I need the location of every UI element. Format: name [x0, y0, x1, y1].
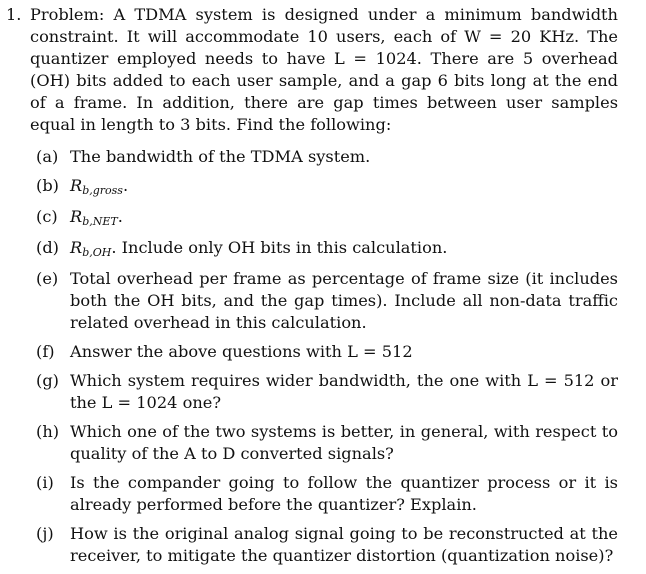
part-i	[36, 472, 618, 516]
part-j	[36, 523, 618, 567]
part-d	[36, 237, 618, 261]
part-h	[36, 421, 618, 465]
part-suffix: .	[117, 207, 123, 226]
rate-symbol: R	[70, 176, 83, 195]
part-label: (h)	[36, 422, 60, 441]
part-a	[36, 146, 618, 168]
rate-symbol: R	[70, 207, 83, 226]
part-label: (i)	[36, 473, 54, 492]
part-text: Is the compander going to follow the quantizer process or it is already performed before the quantizer? Explain.	[70, 473, 618, 514]
problem-parts-list	[36, 146, 618, 574]
part-e	[36, 268, 618, 334]
part-text: Answer the above questions with L = 512	[70, 342, 413, 361]
part-label: (a)	[36, 147, 59, 166]
part-c	[36, 206, 618, 230]
part-label: (e)	[36, 269, 59, 288]
rate-symbol: R	[70, 238, 83, 257]
part-text: The bandwidth of the TDMA system.	[70, 147, 371, 166]
part-label: (c)	[36, 207, 58, 226]
problem-statement	[6, 4, 618, 136]
part-g	[36, 370, 618, 414]
part-label: (g)	[36, 371, 59, 390]
rate-subscript: b,gross	[82, 184, 123, 197]
part-label: (b)	[36, 176, 59, 195]
part-text: Which system requires wider bandwidth, the one with L = 512 or the L = 1024 one?	[70, 371, 618, 412]
rate-subscript: b,NET	[82, 215, 118, 228]
part-label: (d)	[36, 238, 59, 257]
part-label: (j)	[36, 524, 54, 543]
part-text: Total overhead per frame as percentage of frame size (it includes both the OH bits, and the gap times). Include all non-data traffic related overhead in this calculation.	[70, 269, 618, 332]
part-text: Which one of the two systems is better, in general, with respect to quality of the A to D converted signals?	[70, 422, 618, 463]
part-suffix: .	[122, 176, 129, 195]
part-suffix: . Include only OH bits in this calculation.	[111, 238, 448, 257]
part-b	[36, 175, 618, 199]
rate-subscript: b,OH	[82, 246, 112, 259]
part-f	[36, 341, 618, 363]
part-label: (f)	[36, 342, 55, 361]
problem-number: 1.	[6, 5, 22, 24]
part-text: How is the original analog signal going to be reconstructed at the receiver, to mitigate the quantizer distortion (quantization noise)?	[70, 524, 618, 565]
problem-text: Problem: A TDMA system is designed under a minimum bandwidth constraint. It will accommodate 10 users, each of W = 20 KHz. The quantizer employed needs to have L = 1024. There are 5 overhead (OH) bits added to each user sample, and a gap 6 bits long at the end of a frame. In addition, there are gap times between user samples equal in length to 3 bits. Find the following:	[30, 5, 618, 134]
